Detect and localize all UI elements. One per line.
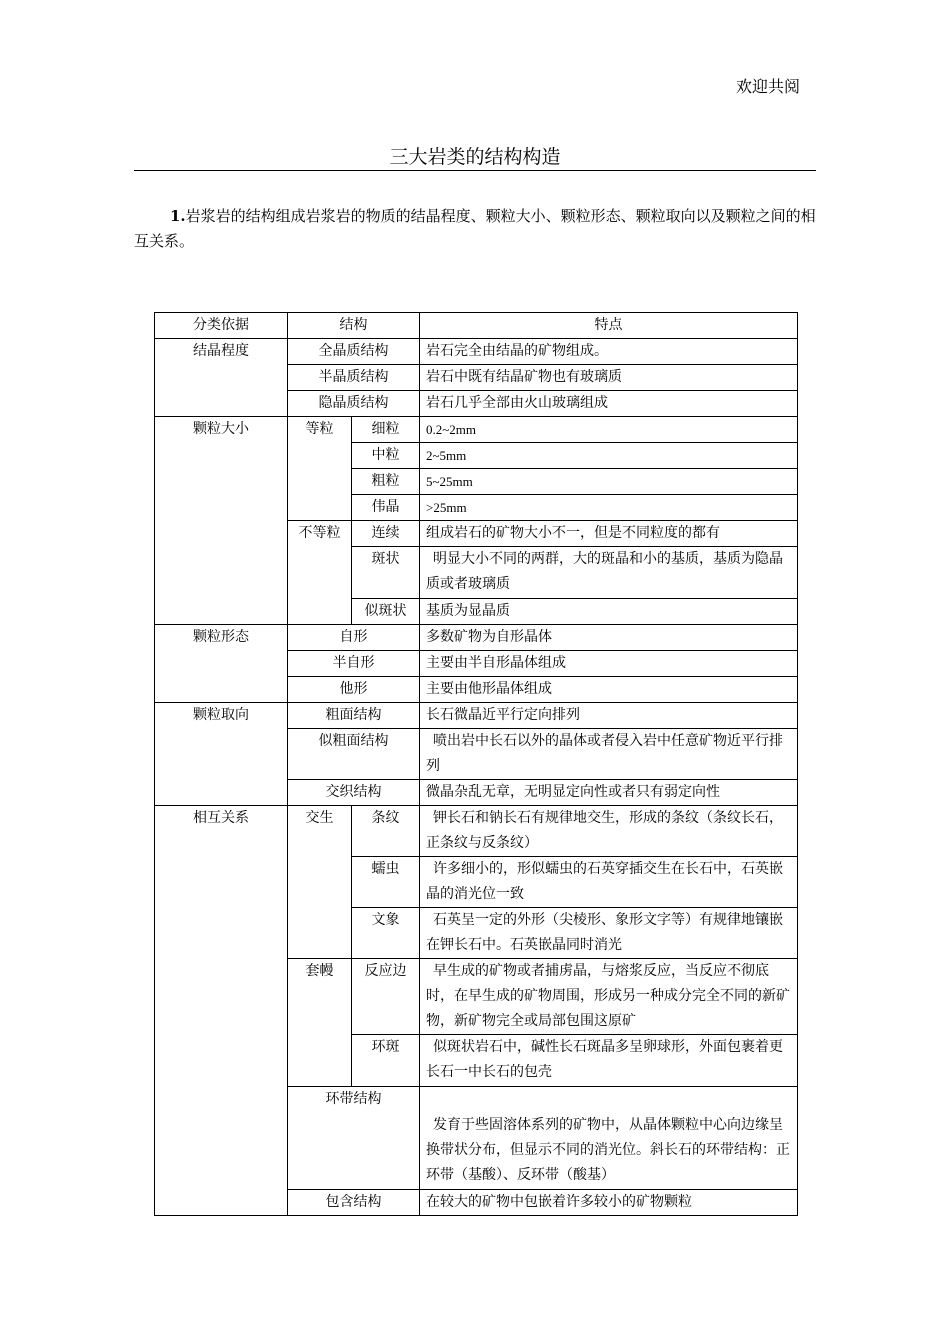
structure-cell: 粗面结构: [288, 703, 420, 729]
structure-cell: 条纹: [352, 806, 420, 857]
structure-cell: 连续: [352, 521, 420, 547]
structure-cell: 交织结构: [288, 780, 420, 806]
structure-cell: 包含结构: [288, 1190, 420, 1216]
feature-cell: 基质为显晶质: [420, 599, 798, 625]
intro-paragraph: [134, 204, 818, 254]
structure-cell: 似粗面结构: [288, 729, 420, 780]
subcategory-intergrowth: 交生: [288, 806, 352, 959]
feature-cell: 多数矿物为自形晶体: [420, 625, 798, 651]
structure-cell: 粗粒: [352, 469, 420, 495]
structure-cell: 自形: [288, 625, 420, 651]
category-grain-shape: 颗粒形态: [155, 625, 288, 703]
category-grain-orientation: 颗粒取向: [155, 703, 288, 806]
feature-cell: 长石微晶近平行定向排列: [420, 703, 798, 729]
feature-cell: 石英呈一定的外形（尖棱形、象形文字等）有规律地镶嵌在钾长石中。石英嵌晶同时消光: [420, 908, 798, 959]
structure-cell: 环斑: [352, 1035, 420, 1087]
intro-text: 岩浆岩的结构组成岩浆岩的物质的结晶程度、颗粒大小、颗粒形态、颗粒取向以及颗粒之间的相互关系。: [134, 207, 816, 250]
feature-cell: 喷出岩中长石以外的晶体或者侵入岩中任意矿物近平行排列: [420, 729, 798, 780]
structure-cell: 细粒: [352, 417, 420, 443]
intro-number: 1.: [170, 207, 186, 225]
table-row: [155, 339, 798, 365]
table-row: [155, 625, 798, 651]
category-grain-size: 颗粒大小: [155, 417, 288, 625]
feature-cell: 许多细小的，形似蠕虫的石英穿插交生在长石中，石英嵌晶的消光位一致: [420, 857, 798, 908]
feature-cell: >25mm: [420, 495, 798, 521]
feature-cell: 早生成的矿物或者捕虏晶，与熔浆反应，当反应不彻底时，在早生成的矿物周围，形成另一种成分完全不同的新矿物，新矿物完全或局部包围这原矿: [420, 959, 798, 1035]
feature-cell: 似斑状岩石中，碱性长石斑晶多呈卵球形，外面包裹着更长石一中长石的包壳: [420, 1035, 798, 1087]
rock-structure-table: [154, 312, 798, 1216]
structure-cell: 半晶质结构: [288, 365, 420, 391]
header-feature: 特点: [420, 313, 798, 339]
feature-cell: 发育于些固溶体系列的矿物中，从晶体颗粒中心向边缘呈换带状分布，但显示不同的消光位。斜长石的环带结构：正环带（基酸）、反环带（酸基）: [420, 1087, 798, 1190]
structure-cell: 似斑状: [352, 599, 420, 625]
structure-cell: 文象: [352, 908, 420, 959]
category-mutual-relation: 相互关系: [155, 806, 288, 1216]
table-row: [155, 806, 798, 857]
structure-cell: 伟晶: [352, 495, 420, 521]
header-structure: 结构: [288, 313, 420, 339]
subcategory-equigranular: 等粒: [288, 417, 352, 521]
subcategory-inequigranular: 不等粒: [288, 521, 352, 625]
structure-cell: 他形: [288, 677, 420, 703]
structure-cell: 隐晶质结构: [288, 391, 420, 417]
feature-cell: 主要由他形晶体组成: [420, 677, 798, 703]
header-note: 欢迎共阅: [736, 77, 801, 96]
structure-cell: 中粒: [352, 443, 420, 469]
header-category: 分类依据: [155, 313, 288, 339]
feature-cell: 2~5mm: [420, 443, 798, 469]
feature-cell: 岩石完全由结晶的矿物组成。: [420, 339, 798, 365]
structure-cell: 斑状: [352, 547, 420, 599]
feature-cell: 钾长石和钠长石有规律地交生，形成的条纹（条纹长石，正条纹与反条纹）: [420, 806, 798, 857]
structure-cell: 环带结构: [288, 1087, 420, 1190]
feature-cell: 明显大小不同的两群，大的斑晶和小的基质，基质为隐晶质或者玻璃质: [420, 547, 798, 599]
structure-cell: 蠕虫: [352, 857, 420, 908]
feature-cell: 5~25mm: [420, 469, 798, 495]
table-row: [155, 417, 798, 443]
feature-cell: 组成岩石的矿物大小不一，但是不同粒度的都有: [420, 521, 798, 547]
table-header-row: [155, 313, 798, 339]
feature-cell: 微晶杂乱无章，无明显定向性或者只有弱定向性: [420, 780, 798, 806]
structure-cell: 半自形: [288, 651, 420, 677]
structure-cell: 反应边: [352, 959, 420, 1035]
feature-cell: 主要由半自形晶体组成: [420, 651, 798, 677]
feature-cell: 0.2~2mm: [420, 417, 798, 443]
feature-cell: 在较大的矿物中包嵌着许多较小的矿物颗粒: [420, 1190, 798, 1216]
category-crystallinity: 结晶程度: [155, 339, 288, 417]
structure-cell: 全晶质结构: [288, 339, 420, 365]
page-title: 三大岩类的结构构造: [134, 144, 816, 171]
feature-cell: 岩石中既有结晶矿物也有玻璃质: [420, 365, 798, 391]
table-row: [155, 703, 798, 729]
subcategory-mantling: 套幔: [288, 959, 352, 1087]
feature-cell: 岩石几乎全部由火山玻璃组成: [420, 391, 798, 417]
